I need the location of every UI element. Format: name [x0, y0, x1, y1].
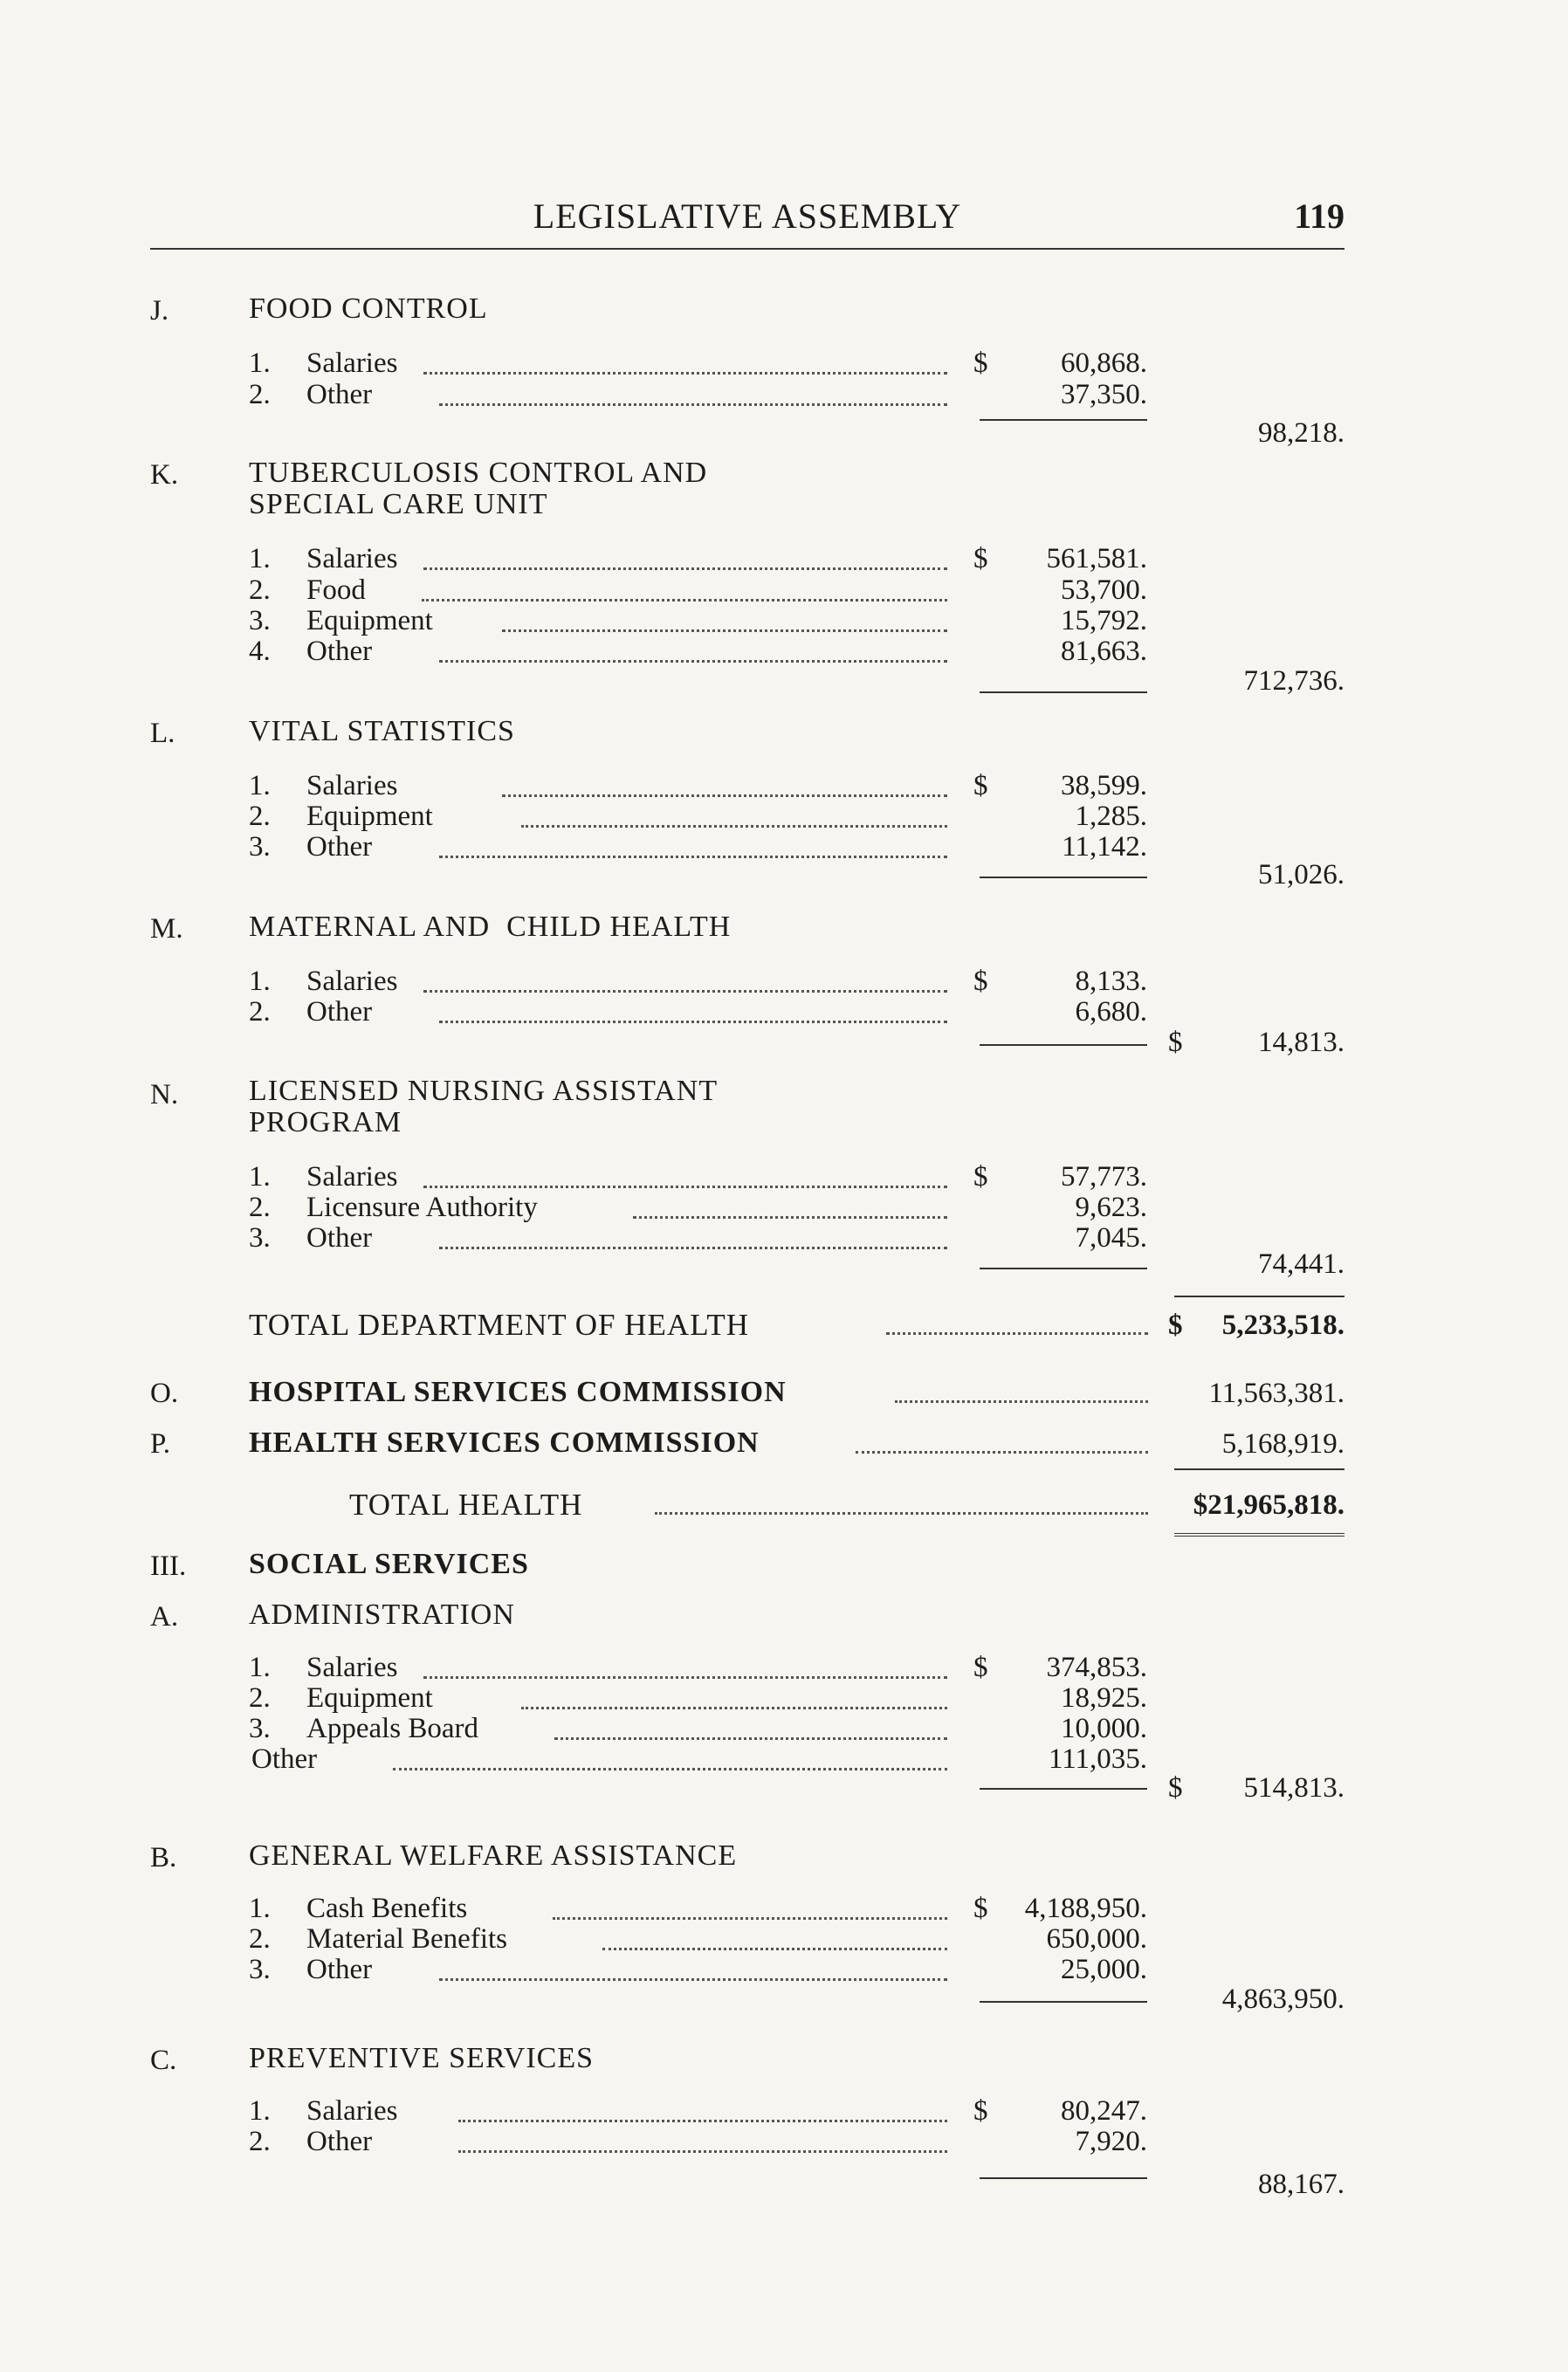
amount: 111,035.: [1048, 1743, 1147, 1775]
section-total: 514,813.: [1243, 1772, 1344, 1804]
amount: 25,000.: [1061, 1954, 1147, 1985]
amount: 4,188,950.: [1024, 1893, 1147, 1924]
section-letter-l: L.: [150, 718, 175, 749]
amount: 650,000.: [1046, 1923, 1147, 1955]
amount: 60,868.: [1061, 347, 1147, 379]
leader-dots: [554, 1706, 947, 1740]
subtotal-rule: [980, 1044, 1147, 1046]
amount: 374,853.: [1046, 1652, 1147, 1683]
line-item: 1. Salaries: [249, 543, 947, 574]
line-item: 2. Other: [249, 379, 947, 410]
section-title-nursing-assistant-2: PROGRAM: [249, 1106, 402, 1138]
leader-dots: [423, 340, 947, 375]
subtotal-rule: [980, 877, 1147, 878]
amount: 37,350.: [1061, 379, 1147, 410]
amount: 38,599.: [1061, 770, 1147, 801]
leader-dots: [502, 763, 947, 797]
line-item: 1. Salaries: [249, 1652, 947, 1683]
hospital-services-commission: HOSPITAL SERVICES COMMISSION: [249, 1376, 1148, 1411]
double-rule: [1174, 1533, 1344, 1540]
total-department-of-health: TOTAL DEPARTMENT OF HEALTH: [249, 1308, 1148, 1343]
page-number: 119: [1294, 196, 1344, 236]
leader-dots: [521, 794, 947, 828]
section-title-social-services: SOCIAL SERVICES: [249, 1548, 529, 1580]
leader-dots: [422, 567, 947, 602]
section-title-tuberculosis: TUBERCULOSIS CONTROL AND: [249, 457, 708, 489]
section-letter-m: M.: [150, 913, 183, 945]
amount: 15,792.: [1061, 605, 1147, 636]
leader-dots: [458, 2119, 947, 2153]
leader-dots: [886, 1301, 1148, 1335]
amount: 7,045.: [1075, 1222, 1147, 1254]
subtotal-rule: [980, 691, 1147, 693]
subtotal-rule: [980, 419, 1147, 421]
leader-dots: [633, 1185, 947, 1219]
subtotal-rule: [980, 1268, 1147, 1269]
line-item: 3. Other: [249, 831, 947, 863]
line-item: 2. Licensure Authority: [249, 1192, 947, 1223]
leader-dots: [553, 1886, 947, 1920]
section-total: 88,167.: [1258, 2169, 1344, 2200]
leader-dots: [439, 372, 947, 406]
total-health: TOTAL HEALTH: [349, 1488, 1148, 1523]
total-rule: [1174, 1468, 1344, 1470]
page-title: LEGISLATIVE ASSEMBLY: [533, 196, 962, 236]
section-letter-a: A.: [150, 1601, 179, 1633]
section-letter-iii: III.: [150, 1550, 187, 1582]
section-letter-o: O.: [150, 1378, 179, 1409]
section-total: 14,813.: [1258, 1027, 1344, 1058]
line-item: Other: [236, 1743, 934, 1775]
line-item: 2. Other: [249, 2126, 947, 2157]
subtotal-rule: [980, 2001, 1147, 2003]
line-item: 4. Other: [249, 636, 947, 667]
subtotal-rule: [980, 1788, 1147, 1790]
section-title-nursing-assistant: LICENSED NURSING ASSISTANT: [249, 1075, 719, 1107]
leader-dots: [439, 1947, 947, 1981]
line-item: 3. Other: [249, 1222, 947, 1254]
total-health-amount: $21,965,818.: [1193, 1489, 1344, 1521]
leader-dots: [423, 1645, 947, 1679]
amount: 5,168,919.: [1221, 1428, 1344, 1460]
amount: 6,680.: [1075, 996, 1147, 1028]
total-amount: 5,233,518.: [1221, 1310, 1344, 1341]
line-item: 3. Equipment: [249, 605, 947, 636]
amount: 80,247.: [1061, 2095, 1147, 2127]
amount: 9,623.: [1075, 1192, 1147, 1223]
amount: 1,285.: [1075, 801, 1147, 832]
leader-dots: [655, 1481, 1148, 1515]
section-title-maternal-child: MATERNAL AND CHILD HEALTH: [249, 911, 732, 943]
section-total: 712,736.: [1243, 665, 1344, 697]
amount: 53,700.: [1061, 574, 1147, 606]
section-total: 4,863,950.: [1221, 1984, 1344, 2015]
section-title-preventive-services: PREVENTIVE SERVICES: [249, 2042, 595, 2074]
amount: 10,000.: [1061, 1713, 1147, 1744]
leader-dots: [439, 824, 947, 858]
line-item: 2. Food: [249, 574, 947, 606]
section-letter-c: C.: [150, 2045, 177, 2076]
amount: 81,663.: [1061, 636, 1147, 667]
amount: 561,581.: [1046, 543, 1147, 574]
leader-dots: [423, 536, 947, 570]
section-total: 51,026.: [1258, 859, 1344, 890]
section-total: 98,218.: [1258, 417, 1344, 449]
line-item: 2. Equipment: [249, 801, 947, 832]
leader-dots: [439, 989, 947, 1023]
leader-dots: [856, 1420, 1148, 1454]
leader-dots: [458, 2088, 947, 2122]
leader-dots: [393, 1736, 947, 1770]
leader-dots: [423, 1154, 947, 1188]
section-letter-b: B.: [150, 1842, 177, 1874]
leader-dots: [439, 629, 947, 663]
line-item: 1. Salaries: [249, 2095, 947, 2127]
line-item: 1. Salaries: [249, 966, 947, 997]
total-rule: [1174, 1296, 1344, 1297]
leader-dots: [895, 1369, 1148, 1403]
amount: 11,142.: [1062, 831, 1147, 863]
header-rule: [150, 248, 1344, 250]
amount: 7,920.: [1075, 2126, 1147, 2157]
section-letter-p: P.: [150, 1428, 170, 1460]
line-item: 2. Material Benefits: [249, 1923, 947, 1955]
section-total: 74,441.: [1258, 1248, 1344, 1280]
amount: 8,133.: [1075, 966, 1147, 997]
line-item: 1. Salaries: [249, 1161, 947, 1193]
section-title-tuberculosis-2: SPECIAL CARE UNIT: [249, 488, 548, 520]
section-title-food-control: FOOD CONTROL: [249, 292, 488, 325]
subtotal-rule: [980, 2177, 1147, 2179]
section-title-vital-statistics: VITAL STATISTICS: [249, 715, 515, 747]
line-item: 1. Salaries: [249, 770, 947, 801]
leader-dots: [439, 1215, 947, 1249]
leader-dots: [423, 959, 947, 993]
amount: 18,925.: [1061, 1682, 1147, 1714]
health-services-commission: HEALTH SERVICES COMMISSION: [249, 1427, 1148, 1461]
amount: 11,563,381.: [1208, 1378, 1344, 1409]
line-item: 3. Appeals Board: [249, 1713, 947, 1744]
line-item: 3. Other: [249, 1954, 947, 1985]
page-header: [150, 190, 1344, 243]
line-item: 2. Equipment: [249, 1682, 947, 1714]
section-title-general-welfare: GENERAL WELFARE ASSISTANCE: [249, 1839, 738, 1872]
leader-dots: [521, 1675, 947, 1709]
leader-dots: [602, 1916, 947, 1950]
section-title-administration: ADMINISTRATION: [249, 1599, 515, 1631]
section-letter-k: K.: [150, 459, 179, 491]
leader-dots: [502, 598, 947, 632]
line-item: 1. Cash Benefits: [249, 1893, 947, 1924]
line-item: 1. Salaries: [249, 347, 947, 379]
line-item: 2. Other: [249, 996, 947, 1028]
section-letter-j: J.: [150, 295, 169, 327]
section-letter-n: N.: [150, 1079, 179, 1110]
amount: 57,773.: [1061, 1161, 1147, 1193]
